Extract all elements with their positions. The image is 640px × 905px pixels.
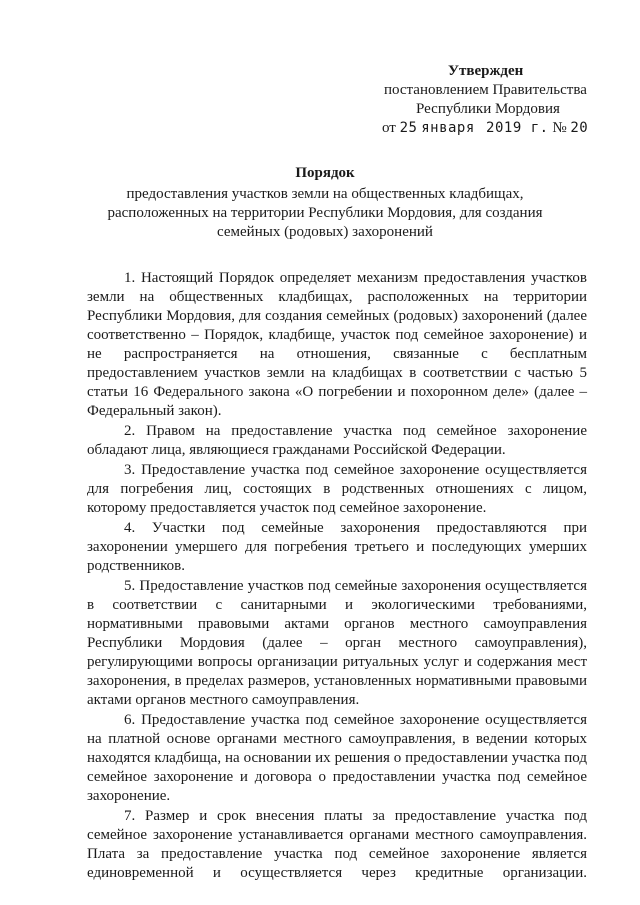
approval-title: Утвержден [448, 63, 524, 79]
approval-date-prefix: от [382, 120, 396, 136]
paragraph-7: 7. Размер и срок внесения платы за предоставление участка под семейное захоронение устанавливается органами местного самоуправления. Плата за предоставление участка под семейное захоронение является единовременной и осуществляется через кредитные организации. [87, 808, 587, 881]
document-title: Порядок [295, 165, 355, 181]
paragraph-4: 4. Участки под семейные захоронения предоставляются при захоронении умершего для погребения третьего и последующих умерших родственников. [87, 520, 587, 574]
approval-number-sign: № [552, 120, 567, 136]
paragraph-5: 5. Предоставление участков под семейные захоронения осуществляется в соответствии с санитарными и экологическими требованиями, нормативными правовыми актами органов местного самоуправления Республики Мордовия (далее – орган местного самоуправления), регулирующими вопросы организации ритуальных услуг и содержания мест захоронения, в пределах размеров, установленных нормативными правовыми актами органов местного самоуправления. [87, 578, 587, 708]
approval-date-line [370, 119, 600, 138]
document-body [87, 269, 587, 884]
approval-stamp [370, 62, 600, 138]
approval-line-2: Республики Мордовия [416, 101, 560, 117]
approval-date-day: 25 [399, 120, 418, 136]
paragraph-3: 3. Предоставление участка под семейное захоронение осуществляется для погребения лиц, состоящих в родственных отношениях с лицом, которому предоставляется участок под семейное захоронение. [87, 462, 587, 516]
paragraph-2: 2. Правом на предоставление участка под семейное захоронение обладают лица, являющиеся гражданами Российской Федерации. [87, 423, 587, 458]
approval-line-1: постановлением Правительства [384, 82, 587, 98]
document-subtitle: предоставления участков земли на общественных кладбищах, расположенных на территории Республики Мордовия, для создания семейных (родовых) захоронений [107, 186, 543, 240]
approval-number: 20 [570, 120, 589, 136]
approval-date-month: января [421, 120, 475, 136]
paragraph-1: 1. Настоящий Порядок определяет механизм предоставления участков земли на общественных кладбищах, расположенных на территории Республики Мордовия, для создания семейных (родовых) захоронений (далее соответственно – Порядок, кладбище, участок под семейное захоронение) и не распространяется на отношения, связанные с бесплатным предоставлением участков земли на кладбищах в соответствии с частью 5 статьи 16 Федерального закона «О погребении и похоронном деле» (далее – Федеральный закон). [87, 270, 587, 419]
document-heading [90, 164, 560, 242]
approval-date-year: 2019 г. [486, 120, 549, 136]
paragraph-6: 6. Предоставление участка под семейное захоронение осуществляется на платной основе органами местного самоуправления, в ведении которых находятся кладбища, на основании их решения о предоставлении участка под семейное захоронение и договора о предоставлении участка под семейное захоронение. [87, 712, 587, 804]
